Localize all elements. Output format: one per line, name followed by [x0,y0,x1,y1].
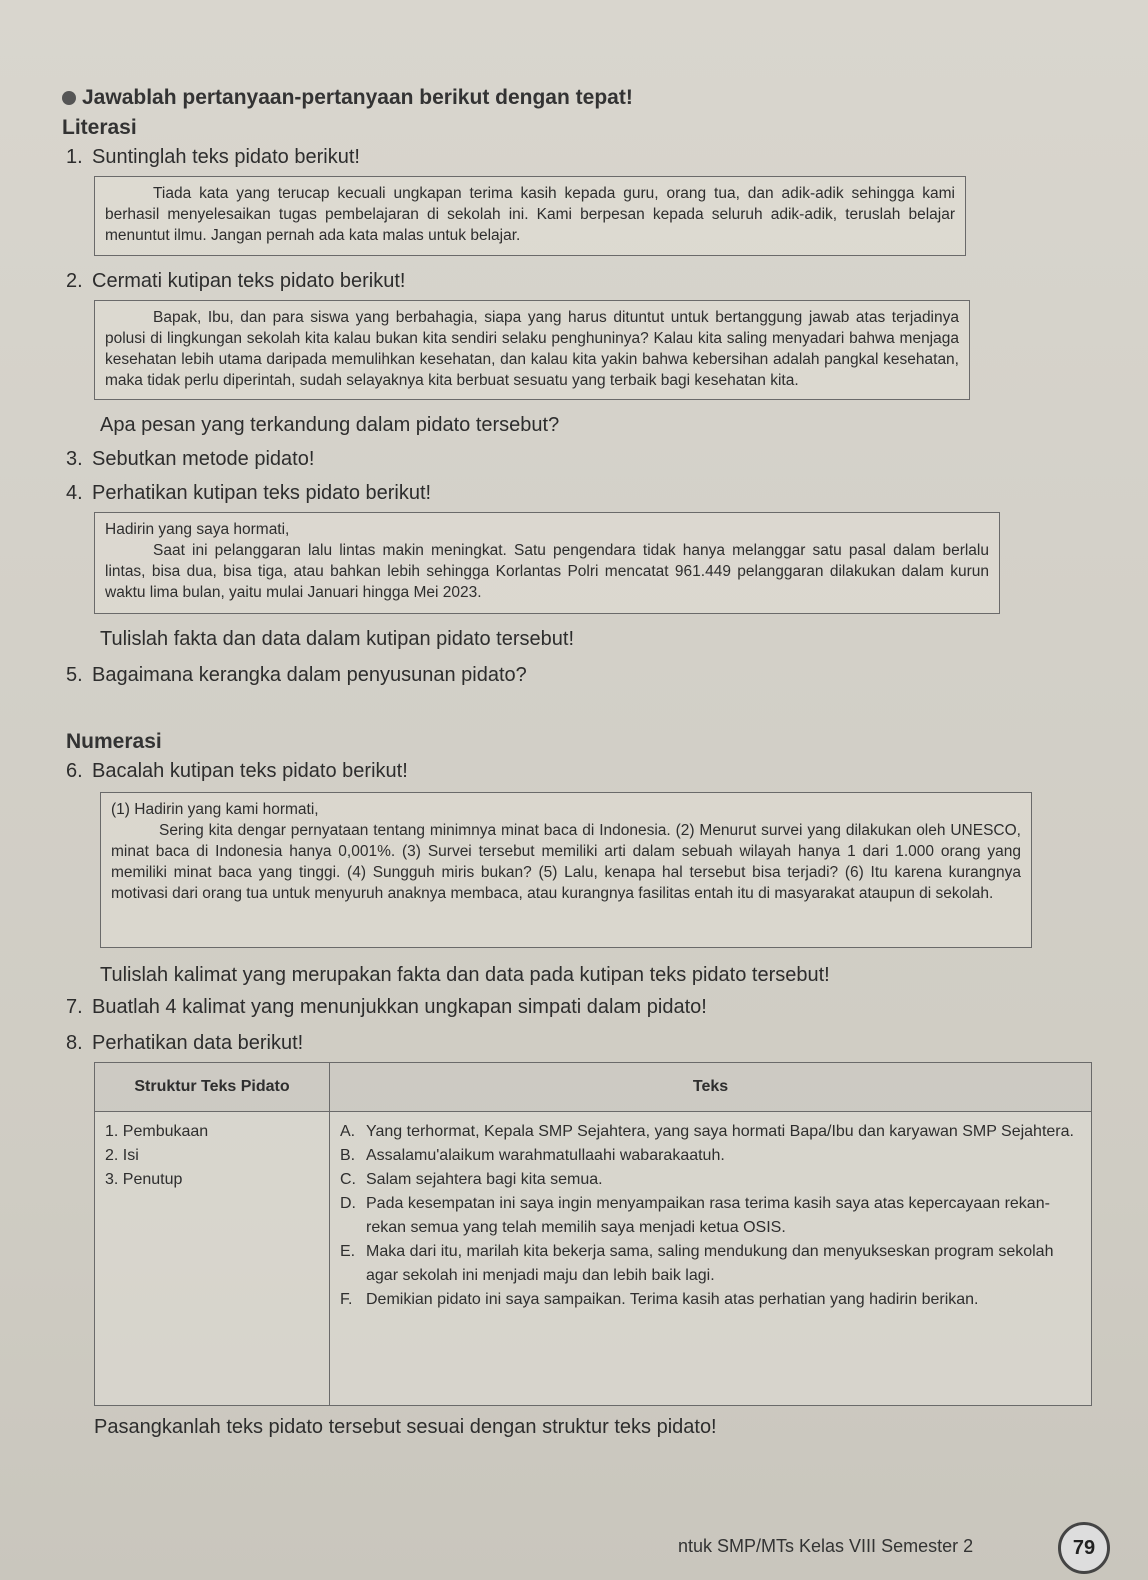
option-d: D. Pada kesempatan ini saya ingin menyampaikan rasa terima kasih saya atas kepercayaan rekan-rekan semua yang telah memilih saya menjadi ketua OSIS. [340,1195,1050,1236]
question-4-follow-up: Tulislah fakta dan data dalam kutipan pidato tersebut! [100,628,575,650]
question-8: 8. Perhatikan data berikut! [66,1032,304,1054]
question-2: 2. Cermati kutipan teks pidato berikut! [66,270,406,292]
section-numerasi: Numerasi [66,730,162,753]
question-2-text-box: Bapak, Ibu, dan para siswa yang berbahagia, siapa yang harus dituntut untuk bertanggung jawab atas terjadinya polusi di lingkungan sekolah kita kalau bukan kita sendiri selaku penghuninya? Kalau kita saling menyadari bahwa menjaga kesehatan lebih utama daripada memulihkan kesehatan, dan kalau kita yakin bahwa kebersihan adalah pangkal kesehatan, maka tidak perlu diperintah, sudah selayaknya kita berbuat sesuatu yang terbaik bagi kesehatan kita. [94,300,970,400]
table-header-text: Teks [330,1063,1092,1112]
question-7: 7. Buatlah 4 kalimat yang menunjukkan ungkapan simpati dalam pidato! [66,996,707,1018]
question-2-follow-up: Apa pesan yang terkandung dalam pidato tersebut? [100,414,560,436]
option-e: E. Maka dari itu, marilah kita bekerja sama, saling mendukung dan menyukseskan program sekolah agar sekolah ini menjadi maju dan lebih baik lagi. [340,1243,1054,1284]
structure-table [94,1062,1092,1406]
question-3: 3. Sebutkan metode pidato! [66,448,315,470]
footer-text: ntuk SMP/MTs Kelas VIII Semester 2 [678,1536,974,1556]
question-6: 6. Bacalah kutipan teks pidato berikut! [66,760,408,782]
question-1-text-box: Tiada kata yang terucap kecuali ungkapan terima kasih kepada guru, orang tua, dan adik-adik sehingga kami berhasil menyelesaikan tugas pembelajaran di sekolah ini. Kami berpesan kepada seluruh adik-adik, teruslah belajar menuntut ilmu. Jangan pernah ada kata malas untuk belajar. [94,176,966,256]
list-item: 3. Penutup [105,1171,183,1188]
question-4: 4. Perhatikan kutipan teks pidato berikut! [66,482,432,504]
table-header-row [95,1063,1092,1112]
exercise-header [62,86,633,110]
page-number: 79 [1058,1522,1110,1574]
question-8-follow-up: Pasangkanlah teks pidato tersebut sesuai dengan struktur teks pidato! [94,1416,717,1438]
table-header-structure: Struktur Teks Pidato [95,1063,330,1112]
question-6-follow-up: Tulislah kalimat yang merupakan fakta dan data pada kutipan teks pidato tersebut! [100,964,830,986]
header-bullet-icon [62,91,76,105]
structure-list-cell [95,1112,330,1406]
text-options-cell [330,1112,1092,1406]
option-a: A. Yang terhormat, Kepala SMP Sejahtera, yang saya hormati Bapa/Ibu dan karyawan SMP Sejahtera. [340,1123,1074,1140]
option-f: F. Demikian pidato ini saya sampaikan. Terima kasih atas perhatian yang hadirin berikan. [340,1291,979,1308]
exercise-instruction: Jawablah pertanyaan-pertanyaan berikut dengan tepat! [82,86,633,109]
structure-list [105,1120,319,1192]
list-item: 1. Pembukaan [105,1123,209,1140]
question-1: 1. Suntinglah teks pidato berikut! [66,146,360,168]
option-b: B. Assalamu'alaikum warahmatullaahi wabarakaatuh. [340,1147,725,1164]
table-row [95,1112,1092,1406]
question-4-text-box: Hadirin yang saya hormati, Saat ini pelanggaran lalu lintas makin meningkat. Satu pengendara tidak hanya melanggar satu pasal dalam berlalu lintas, bisa dua, bisa tiga, atau bahkan lebih sehingga Korlantas Polri mencatat 961.449 pelanggaran dilakukan dalam kurun waktu lima bulan, yaitu mulai Januari hingga Mei 2023. [94,512,1000,614]
question-5: 5. Bagaimana kerangka dalam penyusunan pidato? [66,664,527,686]
section-literasi: Literasi [62,116,137,139]
question-6-text-box: (1) Hadirin yang kami hormati, Sering kita dengar pernyataan tentang minimnya minat baca di Indonesia. (2) Menurut survei yang dilakukan oleh UNESCO, minat baca di Indonesia hanya 0,001%. (3) Survei tersebut memiliki arti dalam sebuah wilayah hanya 1 dari 1.000 orang yang memiliki minat baca yang tinggi. (4) Sungguh miris bukan? (5) Lalu, kenapa hal tersebut bisa terjadi? (6) Itu karena kurangnya motivasi dari orang tua untuk menyuruh anaknya membaca, atau kurangnya fasilitas entah itu di masyarakat ataupun di sekolah. [100,792,1032,948]
list-item: 2. Isi [105,1147,139,1164]
option-c: C. Salam sejahtera bagi kita semua. [340,1171,603,1188]
